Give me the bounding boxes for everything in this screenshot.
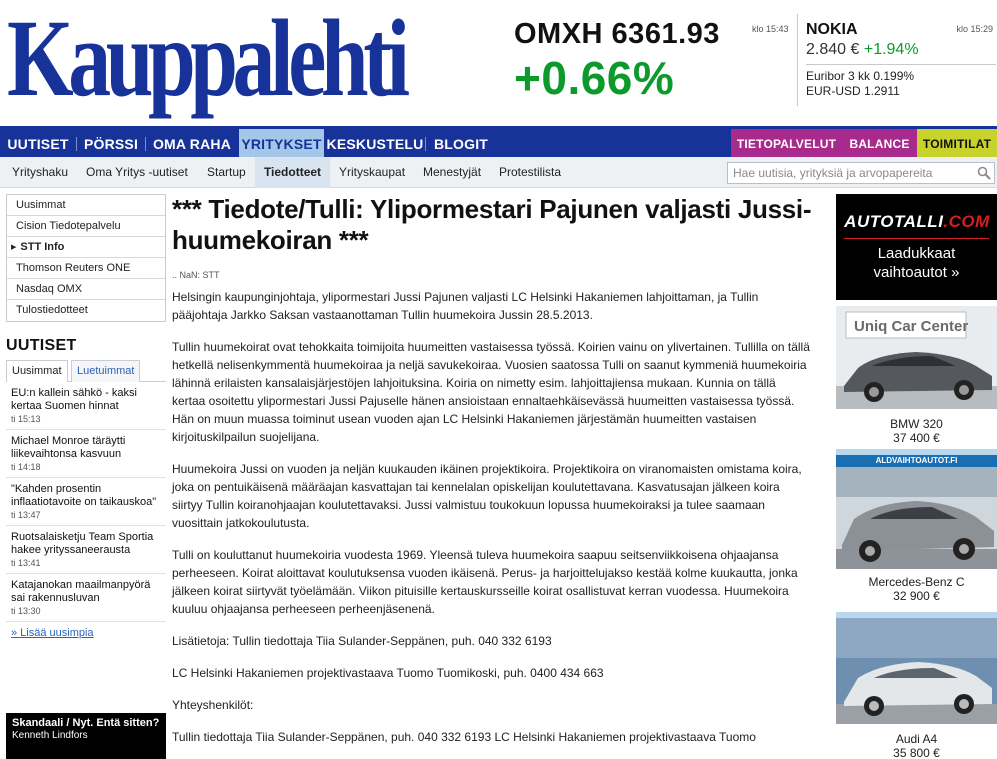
autotalli-brand-suffix: .COM bbox=[943, 212, 990, 231]
article-paragraph: Huumekoira Jussi on vuoden ja neljän kuukauden ikäinen projektikoira. Projektikoira on viranomaisten omistama koira, joka on pentuikäisenä määräajan kasvattajan tai kennelalan opiskelijan koulutettavana. Kasvatusajan jälkeen koira siirtyy Tullin koiranohjaajan koulutettavaksi. Jussi valmistuu toukokuun lopussa huumekoiraksi ja tulee saamaan vuosittain jatkokoulutusta. bbox=[172, 462, 802, 530]
car-price: 32 900 € bbox=[893, 589, 940, 603]
subnav-yrityshaku[interactable]: Yrityshaku bbox=[12, 165, 69, 179]
column-promo[interactable] bbox=[6, 713, 166, 759]
article-paragraph: Yhteyshenkilöt: bbox=[172, 698, 254, 712]
news-title[interactable]: Michael Monroe täräytti liikevaihtonsa kasvuun bbox=[11, 435, 126, 460]
news-title[interactable]: EU:n kallein sähkö - kaksi kertaa Suomen hinnat bbox=[11, 387, 137, 412]
euribor-rate: Euribor 3 kk 0.199% bbox=[806, 69, 915, 83]
subnav-tiedotteet[interactable]: Tiedotteet bbox=[255, 157, 330, 188]
car-model: Audi A4 bbox=[895, 732, 938, 746]
car-photo-icon bbox=[836, 306, 997, 409]
nav-balance[interactable]: BALANCE bbox=[842, 129, 917, 157]
car-ad-audi[interactable] bbox=[836, 612, 997, 759]
news-title[interactable]: Katajanokan maailmanpyörä sai rakennusluvan bbox=[11, 579, 151, 604]
stock-ticker[interactable] bbox=[806, 21, 996, 99]
promo-title: Skandaali / Nyt. Entä sitten? bbox=[12, 717, 160, 729]
car-image bbox=[836, 618, 997, 724]
article-paragraph: Helsingin kaupunginjohtaja, ylipormestari Jussi Pajunen valjasti LC Helsinki Hakaniemen lahjoittaman, ja Tullin pääjohtaja Jarkko Saksan vastaanottaman Tullin huumekoira Jussin 28.5.2013. bbox=[172, 290, 759, 322]
autotalli-logo bbox=[842, 212, 992, 234]
car-model: Mercedes-Benz C bbox=[868, 575, 965, 589]
article-paragraph: LC Helsinki Hakaniemen projektivastaava Tuomo Tuomikoski, puh. 0400 434 663 bbox=[172, 666, 604, 680]
news-time: ti 13:30 bbox=[11, 606, 41, 616]
ald-label: ALDVAIHTOAUTOT.FI bbox=[836, 455, 997, 467]
omxh-time: klo 15:43 bbox=[752, 24, 789, 34]
news-time: ti 13:47 bbox=[11, 510, 41, 520]
search-input[interactable] bbox=[728, 163, 968, 183]
autotalli-brand: AUTOTALLI bbox=[844, 212, 944, 231]
car-photo-icon bbox=[836, 467, 997, 569]
stock-change: +1.94% bbox=[863, 41, 919, 58]
ad-subtitle-line-2: vaihtoautot » bbox=[873, 264, 960, 281]
news-title[interactable]: "Kahden prosentin inflaatiotavoite on taikauskoa" bbox=[11, 483, 157, 508]
news-item[interactable] bbox=[6, 382, 166, 430]
nav-blogit[interactable]: BLOGIT bbox=[433, 136, 489, 152]
car-price: 37 400 € bbox=[893, 431, 940, 445]
car-image bbox=[836, 467, 997, 569]
source-uusimmat[interactable]: Uusimmat bbox=[7, 195, 165, 216]
subnav-menestyjat[interactable]: Menestyjät bbox=[423, 165, 482, 179]
news-time: ti 15:13 bbox=[11, 414, 41, 424]
source-nasdaq-omx[interactable]: Nasdaq OMX bbox=[7, 279, 165, 300]
nav-uutiset[interactable]: UUTISET bbox=[7, 136, 69, 152]
nav-tietopalvelut[interactable]: TIETOPALVELUT bbox=[731, 129, 842, 157]
promo-author: Kenneth Lindfors bbox=[12, 730, 88, 741]
stock-time: klo 15:29 bbox=[956, 24, 993, 34]
car-image bbox=[836, 306, 997, 409]
car-ad-bmw[interactable] bbox=[836, 306, 997, 445]
source-thomson-reuters[interactable]: Thomson Reuters ONE bbox=[7, 258, 165, 279]
news-item[interactable] bbox=[6, 478, 166, 526]
news-item[interactable] bbox=[6, 430, 166, 478]
ad-underline bbox=[844, 238, 989, 239]
ad-subtitle bbox=[836, 244, 997, 282]
search-icon[interactable] bbox=[977, 166, 991, 180]
car-model: BMW 320 bbox=[890, 417, 943, 431]
eurusd-rate: EUR-USD 1.2911 bbox=[806, 84, 900, 98]
news-title[interactable]: Ruotsalaisketju Team Sportia hakee yrityssaneerausta bbox=[11, 531, 154, 556]
site-header bbox=[0, 0, 997, 126]
omxh-value: OMXH 6361.93 bbox=[514, 18, 720, 50]
source-cision[interactable]: Cision Tiedotepalvelu bbox=[7, 216, 165, 237]
subnav-oma-yritys[interactable]: Oma Yritys -uutiset bbox=[86, 165, 188, 179]
subnav-yrityskaupat[interactable]: Yrityskaupat bbox=[339, 165, 406, 179]
tab-uusimmat[interactable]: Uusimmat bbox=[6, 360, 68, 382]
nav-toimitilat[interactable]: TOIMITILAT bbox=[917, 129, 997, 157]
article-paragraph: Tullin huumekoirat ovat tehokkaita toimijoita huumeitten vastaisessa työssä. Koirien vainu on ylivertainen. Tullilla on tällä hetkellä nelisenkymmentä huumekoiraa ja neljä savukekoiraa. Vuosien saatossa Tulli on saanut kymmeniä huumekoiria lähinnä erilaisten kansalaisjärjestöjen lahjoituksina. Koiria on nimetty esim. lahjoittajiensa mukaan. Kunnia on tällä kertaa osoitettu ylipormestari Jussi Pajuselle hänen ansioistaan ennaltaehkäisevässä huumeitten vastaisessa työssä. Hän on muun muassa toiminut usean vuoden ajan LC Helsinki Hakaniemen järjestämän huumeitten vastaisen kirjoituskilpailun suojelijana. bbox=[172, 340, 810, 444]
article-paragraph: Lisätietoja: Tullin tiedottaja Tiia Sulander-Seppänen, puh. 040 332 6193 bbox=[172, 634, 552, 648]
ticker-divider bbox=[806, 64, 996, 65]
left-column bbox=[6, 194, 166, 639]
nav-oma-raha[interactable]: OMA RAHA bbox=[152, 136, 232, 152]
dealer-sign: Uniq Car Center bbox=[854, 318, 969, 335]
ad-column bbox=[836, 194, 997, 759]
news-heading: UUTISET bbox=[6, 337, 77, 354]
car-ad-mercedes[interactable] bbox=[836, 449, 997, 603]
omxh-change: +0.66% bbox=[514, 52, 675, 104]
article-paragraph: Tulli on kouluttanut huumekoiria vuodesta 1969. Yleensä tuleva huumekoira saapuu seitsenviikkoisena ohjaajansa perheeseen. Koirat aloittavat koulutuksensa vuoden ikäisenä. Perus- ja harjoittelujakso kestää kolme kuukautta, jonka jälkeen koirat siirtyvät työelämään. Viikon pituisille kertauskursseille koirat osallistuvat kerran vuodessa. Huumekoira kuuluu ohjaajansa perheeseen perheenjäsenenä. bbox=[172, 548, 798, 616]
subnav-startup[interactable]: Startup bbox=[207, 165, 246, 179]
kauppalehti-logo[interactable]: Kauppalehti bbox=[7, 0, 405, 119]
autotalli-ad-header[interactable] bbox=[836, 194, 997, 300]
source-list bbox=[6, 194, 166, 322]
stock-price-line bbox=[806, 41, 996, 59]
article-title: *** Tiedote/Tulli: Ylipormestari Pajunen valjasti Jussi-huumekoiran *** bbox=[172, 194, 812, 255]
header-divider bbox=[797, 14, 798, 106]
stock-name: NOKIA bbox=[806, 21, 858, 38]
tab-luetuimmat[interactable]: Luetuimmat bbox=[71, 360, 140, 382]
nav-porssi[interactable]: PÖRSSI bbox=[83, 136, 139, 152]
article bbox=[172, 194, 812, 746]
more-news-link[interactable]: » Lisää uusimpia bbox=[11, 627, 94, 639]
sub-navigation bbox=[0, 157, 997, 188]
stock-price: 2.840 € bbox=[806, 41, 860, 58]
nav-keskustelu[interactable]: KESKUSTELU bbox=[326, 136, 424, 152]
news-item[interactable] bbox=[6, 526, 166, 574]
nav-yritykset[interactable]: YRITYKSET bbox=[239, 129, 324, 157]
main-navigation bbox=[0, 126, 997, 157]
article-meta: .. NaN: STT bbox=[172, 270, 220, 280]
news-item[interactable] bbox=[6, 574, 166, 622]
subnav-protestilista[interactable]: Protestilista bbox=[499, 165, 562, 179]
ad-subtitle-line-1: Laadukkaat bbox=[877, 245, 956, 262]
source-tulostiedotteet[interactable]: Tulostiedotteet bbox=[16, 304, 88, 316]
article-paragraph: Tullin tiedottaja Tiia Sulander-Seppänen, puh. 040 332 6193 LC Helsinki Hakaniemen projektivastaava Tuomo bbox=[172, 730, 756, 744]
car-photo-icon bbox=[836, 618, 997, 724]
source-stt-info[interactable]: ▶ STT Info bbox=[7, 237, 165, 258]
news-time: ti 14:18 bbox=[11, 462, 41, 472]
news-tabs bbox=[6, 360, 166, 382]
car-price: 35 800 € bbox=[893, 746, 940, 759]
news-time: ti 13:41 bbox=[11, 558, 41, 568]
omxh-index[interactable] bbox=[514, 18, 754, 105]
search-box bbox=[727, 162, 995, 184]
